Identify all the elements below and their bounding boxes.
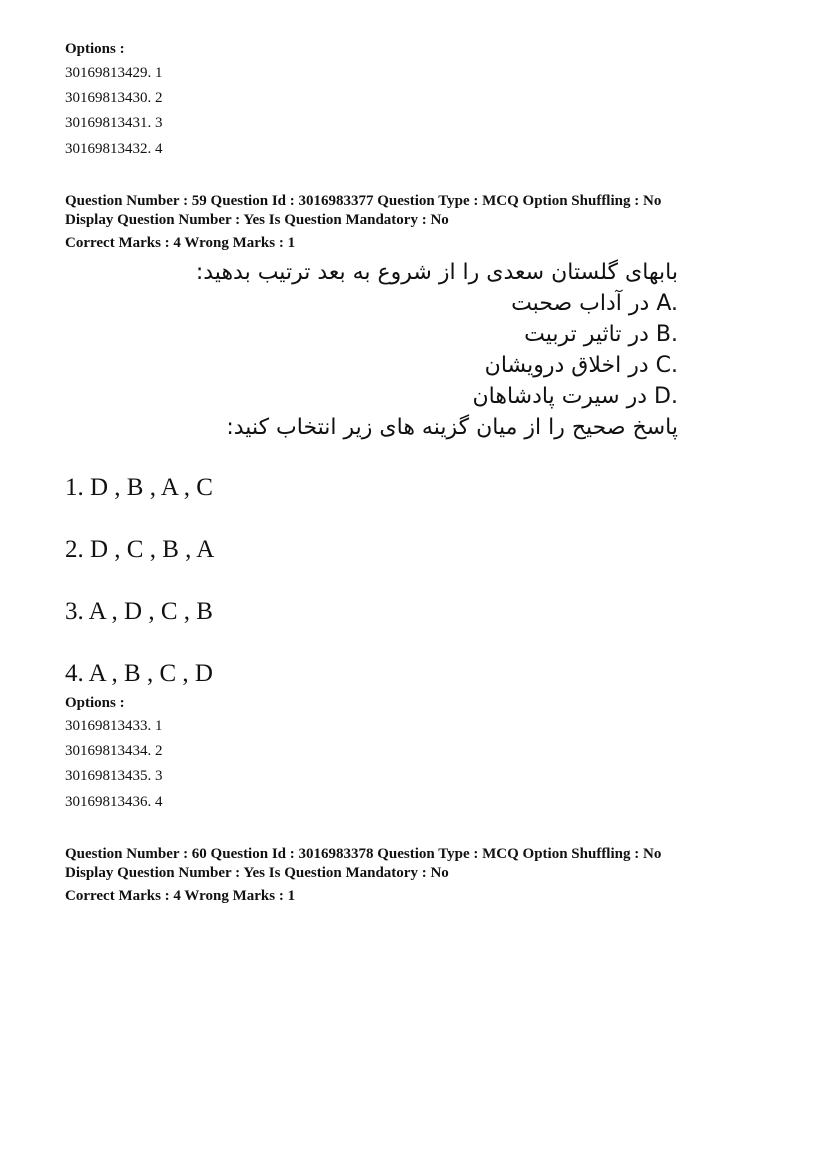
- statement-item: A. در آداب صحبت: [511, 291, 678, 316]
- statement-text: در سیرت پادشاهان: [472, 384, 648, 409]
- option-item: 30169813431. 3: [65, 115, 163, 131]
- answer-choice: 2. D , C , B , A: [65, 536, 215, 563]
- option-item: 30169813435. 3: [65, 768, 163, 784]
- question-marks: Correct Marks : 4 Wrong Marks : 1: [65, 235, 296, 251]
- question-body: [180, 257, 678, 443]
- statement-text: در اخلاق درویشان: [484, 353, 649, 378]
- statement-letter: D: [654, 384, 671, 409]
- option-item: 30169813433. 1: [65, 718, 163, 734]
- option-item: 30169813430. 2: [65, 90, 163, 106]
- statement-letter: C: [655, 353, 671, 378]
- answer-choice: 1. D , B , A , C: [65, 474, 213, 501]
- option-item: 30169813432. 4: [65, 141, 163, 157]
- statement-text: در تاثیر تربیت: [524, 322, 649, 347]
- question-header-line2: Display Question Number : Yes Is Question Mandatory : No: [65, 212, 449, 228]
- option-item: 30169813429. 1: [65, 65, 163, 81]
- option-item: 30169813436. 4: [65, 794, 163, 810]
- statement-item: B. در تاثیر تربیت: [524, 322, 678, 347]
- statement-item: C. در اخلاق درویشان: [484, 353, 678, 378]
- options-label: Options :: [65, 41, 125, 57]
- option-item: 30169813434. 2: [65, 743, 163, 759]
- question-prompt: بابهای گلستان سعدی را از شروع به بعد ترتیب بدهید:: [195, 260, 678, 285]
- question-instruction: پاسخ صحیح را از میان گزینه های زیر انتخاب کنید:: [226, 415, 678, 440]
- question-header-line2: Display Question Number : Yes Is Question Mandatory : No: [65, 865, 449, 881]
- answer-choice: 4. A , B , C , D: [65, 660, 213, 687]
- options-label: Options :: [65, 695, 125, 711]
- question-header: Question Number : 60 Question Id : 3016983378 Question Type : MCQ Option Shuffling : No: [65, 846, 662, 862]
- question-header: Question Number : 59 Question Id : 3016983377 Question Type : MCQ Option Shuffling : No: [65, 193, 662, 209]
- statement-letter: A: [656, 291, 671, 316]
- question-marks: Correct Marks : 4 Wrong Marks : 1: [65, 888, 296, 904]
- statement-item: D. در سیرت پادشاهان: [472, 384, 678, 409]
- statement-letter: B: [655, 322, 671, 347]
- statement-text: در آداب صحبت: [511, 291, 650, 316]
- answer-choice: 3. A , D , C , B: [65, 598, 213, 625]
